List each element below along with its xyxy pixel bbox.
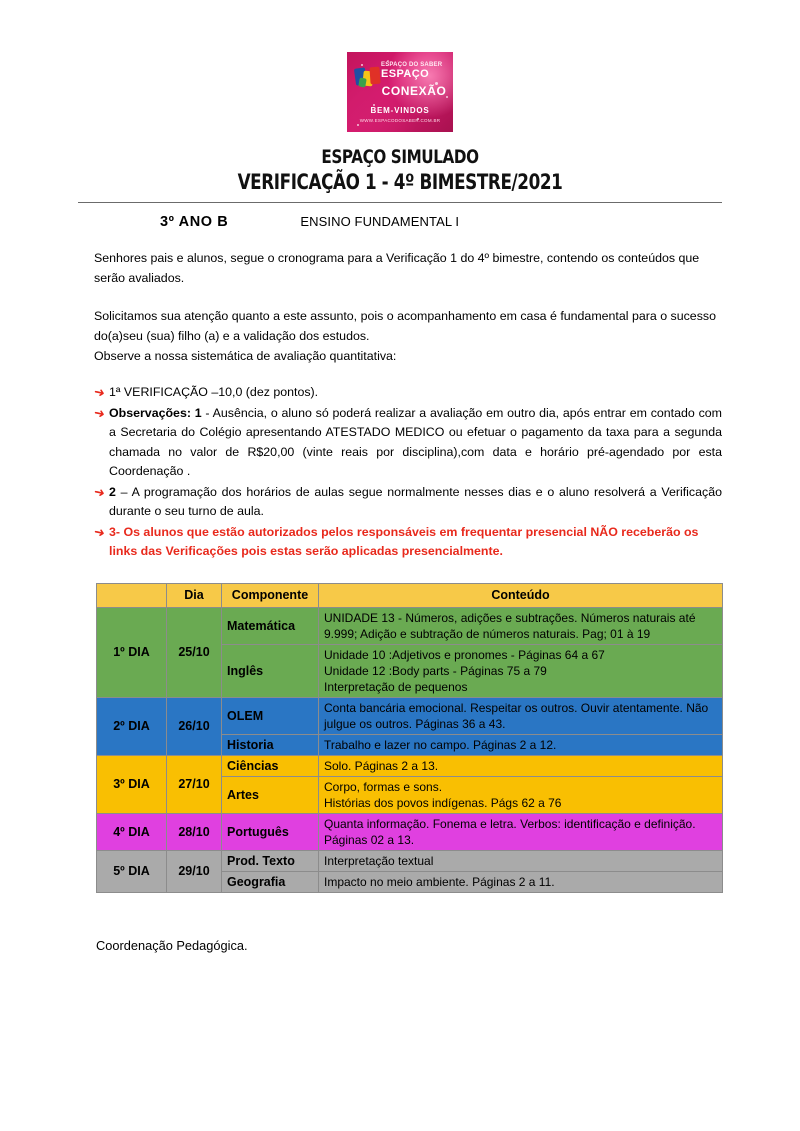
bullet-body-3: – A programação dos horários de aulas segue normalmente nesses dias e o aluno resolverá a Verificação durante o seu turno de aula.: [109, 484, 722, 518]
page-subtitle: VERIFICAÇÃO 1 - 4º BIMESTRE/2021: [237, 170, 563, 194]
bullet-lead-3: 2: [109, 484, 116, 499]
table-body: [97, 607, 723, 892]
logo-brand-small: ESPAÇO DO SABER: [381, 62, 443, 68]
table-header: [97, 583, 723, 607]
bullet-text-3: [109, 483, 722, 522]
list-item: [94, 383, 722, 403]
class-info: [0, 214, 800, 230]
content-cell: Conta bancária emocional. Respeitar os outros. Ouvir atentamente. Não julgue os outros. Páginas 36 a 43.: [319, 697, 723, 734]
content-cell: Solo. Páginas 2 a 13.: [319, 755, 723, 776]
content-cell: Impacto no meio ambiente. Páginas 2 a 11.: [319, 871, 723, 892]
component-cell: Prod. Texto: [222, 850, 319, 871]
day-cell: 5º DIA: [97, 850, 167, 892]
arrow-icon: ➜: [92, 383, 107, 401]
horizontal-divider: [78, 202, 722, 203]
day-cell: 4º DIA: [97, 813, 167, 850]
table-row: [97, 607, 723, 644]
component-cell: Inglês: [222, 644, 319, 697]
logo-welcome-text: BEM-VINDOS: [370, 106, 430, 115]
logo-website-url: WWW.ESPACODOSABER.COM.BR: [359, 118, 441, 123]
paragraph-2: Solicitamos sua atenção quanto a este assunto, pois o acompanhamento em casa é fundamental para o sucesso do(a)seu (sua) filho (a) e a validação dos estudos.: [94, 309, 716, 343]
list-item: [94, 483, 722, 522]
sparkle-icon: [357, 124, 359, 126]
arrow-icon: ➜: [92, 404, 107, 422]
bullet-text-2: [109, 404, 722, 482]
logo-container: [0, 0, 800, 132]
signature-line: Coordenação Pedagógica.: [96, 937, 248, 953]
date-cell: 28/10: [167, 813, 222, 850]
page-title: ESPAÇO SIMULADO: [321, 146, 479, 168]
bullet-lead-2: Observações: 1: [109, 405, 202, 420]
day-cell: 3º DIA: [97, 755, 167, 813]
content-cell: Unidade 10 :Adjetivos e pronomes - Páginas 64 a 67 Unidade 12 :Body parts - Páginas 75 a 79 Interpretação de pequenos: [319, 644, 723, 697]
date-cell: 25/10: [167, 607, 222, 697]
content-cell: Interpretação textual: [319, 850, 723, 871]
day-cell: 1º DIA: [97, 607, 167, 697]
logo-brand-line1: ESPAÇO: [381, 68, 430, 80]
arrow-icon: ➜: [92, 523, 107, 541]
paragraph-1: Senhores pais e alunos, segue o cronograma para a Verificação 1 do 4º bimestre, contendo os conteúdos que serão avaliados.: [94, 251, 700, 285]
table-header-row: [97, 583, 723, 607]
bullet-text-1: 1ª VERIFICAÇÃO –10,0 (dez pontos).: [109, 385, 319, 399]
date-cell: 29/10: [167, 850, 222, 892]
day-cell: 2º DIA: [97, 697, 167, 755]
content-cell: UNIDADE 13 - Números, adições e subtrações. Números naturais até 9.999; Adição e subtração de números naturais. Pag; 01 à 19: [319, 607, 723, 644]
component-cell: Ciências: [222, 755, 319, 776]
header-cell-componente: Componente: [222, 583, 319, 607]
bullet-body-2: - Ausência, o aluno só poderá realizar a avaliação em outro dia, após entrar em contado com a Secretaria do Colégio apresentando ATESTADO MEDICO ou efetuar o pagamento da taxa para a segunda chamada no valor de R$20,00 (vinte reais por disciplina),com data e horário pré-agendado por esta Coordenação .: [109, 405, 722, 478]
education-level-label: ENSINO FUNDAMENTAL I: [300, 214, 460, 229]
component-cell: Português: [222, 813, 319, 850]
content-cell: Quanta informação. Fonema e letra. Verbos: identificação e definição. Páginas 02 a 13.: [319, 813, 723, 850]
component-cell: Matemática: [222, 607, 319, 644]
schedule-table: [96, 583, 723, 893]
component-cell: Historia: [222, 734, 319, 755]
date-cell: 27/10: [167, 755, 222, 813]
header-cell-empty: [97, 583, 167, 607]
paragraph-3: Observe a nossa sistemática de avaliação quantitativa:: [94, 349, 397, 363]
table-row: [97, 850, 723, 871]
date-cell: 26/10: [167, 697, 222, 755]
table-row: [97, 697, 723, 734]
arrow-icon: ➜: [92, 483, 107, 501]
grade-label: 3º ANO B: [160, 214, 229, 230]
observations-list: [94, 383, 722, 562]
content-cell: Corpo, formas e sons. Histórias dos povos indígenas. Págs 62 a 76: [319, 776, 723, 813]
header-cell-conteudo: Conteúdo: [319, 583, 723, 607]
title-block: [0, 146, 800, 195]
table-row: [97, 813, 723, 850]
table-row: [97, 755, 723, 776]
school-logo: [347, 52, 453, 132]
component-cell: Artes: [222, 776, 319, 813]
bullet-text-4: 3- Os alunos que estão autorizados pelos responsáveis em frequentar presencial NÃO receberão os links das Verificações pois estas serão aplicadas presencialmente.: [109, 524, 699, 558]
header-cell-dia: Dia: [167, 583, 222, 607]
logo-wordmark: [381, 62, 451, 80]
body-content: [94, 248, 722, 562]
component-cell: Geografia: [222, 871, 319, 892]
content-cell: Trabalho e lazer no campo. Páginas 2 a 12.: [319, 734, 723, 755]
list-item: [94, 404, 722, 482]
logo-brand-line2: CONEXÃO: [381, 84, 447, 98]
component-cell: OLEM: [222, 697, 319, 734]
list-item: [94, 523, 722, 562]
